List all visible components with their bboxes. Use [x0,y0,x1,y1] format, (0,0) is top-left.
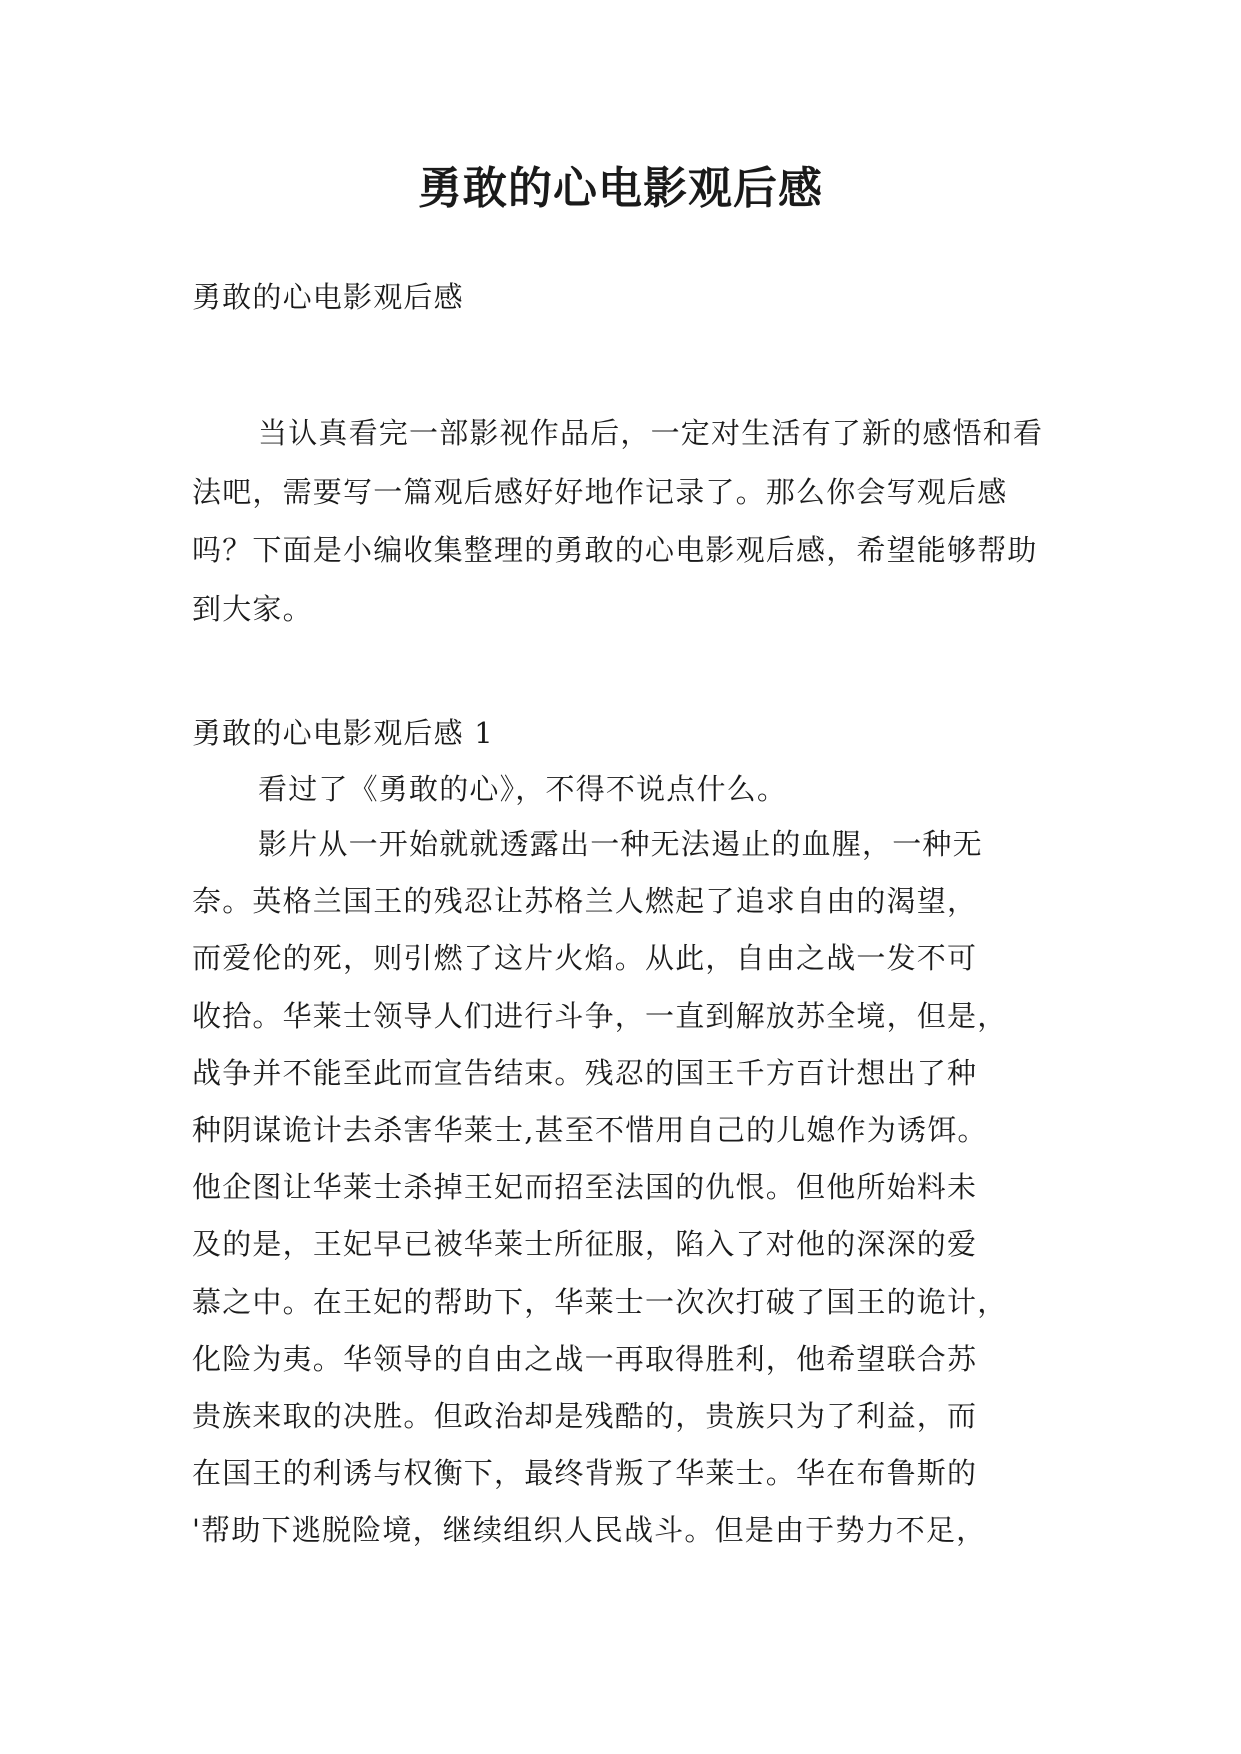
paragraph-2-line: 贵族来取的决胜。但政治却是残酷的，贵族只为了利益，而 [192,1399,978,1434]
paragraph-2-line: 奈。英格兰国王的残忍让苏格兰人燃起了追求自由的渴望， [192,884,978,919]
paragraph-2-line: 种阴谋诡计去杀害华莱士,甚至不惜用自己的儿媳作为诱饵。 [192,1113,988,1148]
paragraph-2-line: 及的是，王妃早已被华莱士所征服，陷入了对他的深深的爱 [192,1227,978,1262]
document-subtitle: 勇敢的心电影观后感 [192,280,464,314]
paragraph-2-line: 他企图让华莱士杀掉王妃而招至法国的仇恨。但他所始料未 [192,1170,978,1205]
paragraph-2-line: '帮助下逃脱险境，继续组织人民战斗。但是由于势力不足， [192,1513,987,1548]
paragraph-2-line: 影片从一开始就就透露出一种无法遏止的血腥，一种无 [258,827,983,861]
paragraph-2-line: 收拾。华莱士领导人们进行斗争，一直到解放苏全境，但是， [192,998,1008,1033]
paragraph-1: 看过了《勇敢的心》，不得不说点什么。 [258,772,788,806]
paragraph-2-line: 战争并不能至此而宣告结束。残忍的国王千方百计想出了种 [192,1055,978,1090]
paragraph-2-line: 化险为夷。华领导的自由之战一再取得胜利，他希望联合苏 [192,1341,978,1376]
document-title: 勇敢的心电影观后感 [418,163,823,214]
paragraph-2-line: 在国王的利诱与权衡下，最终背叛了华莱士。华在布鲁斯的 [192,1456,978,1491]
section-heading: 勇敢的心电影观后感 1 [192,716,494,750]
intro-paragraph: 当认真看完一部影视作品后，一定对生活有了新的感悟和看法吧，需要写一篇观后感好好地作记录了。那么你会写观后感吗？下面是小编收集整理的勇敢的心电影观后感，希望能够帮助到大家。 [192,416,1044,626]
paragraph-2 [192,816,1052,1560]
paragraph-2-line: 慕之中。在王妃的帮助下，华莱士一次次打破了国王的诡计， [192,1284,1008,1319]
paragraph-2-line: 而爱伦的死，则引燃了这片火焰。从此，自由之战一发不可 [192,941,978,976]
